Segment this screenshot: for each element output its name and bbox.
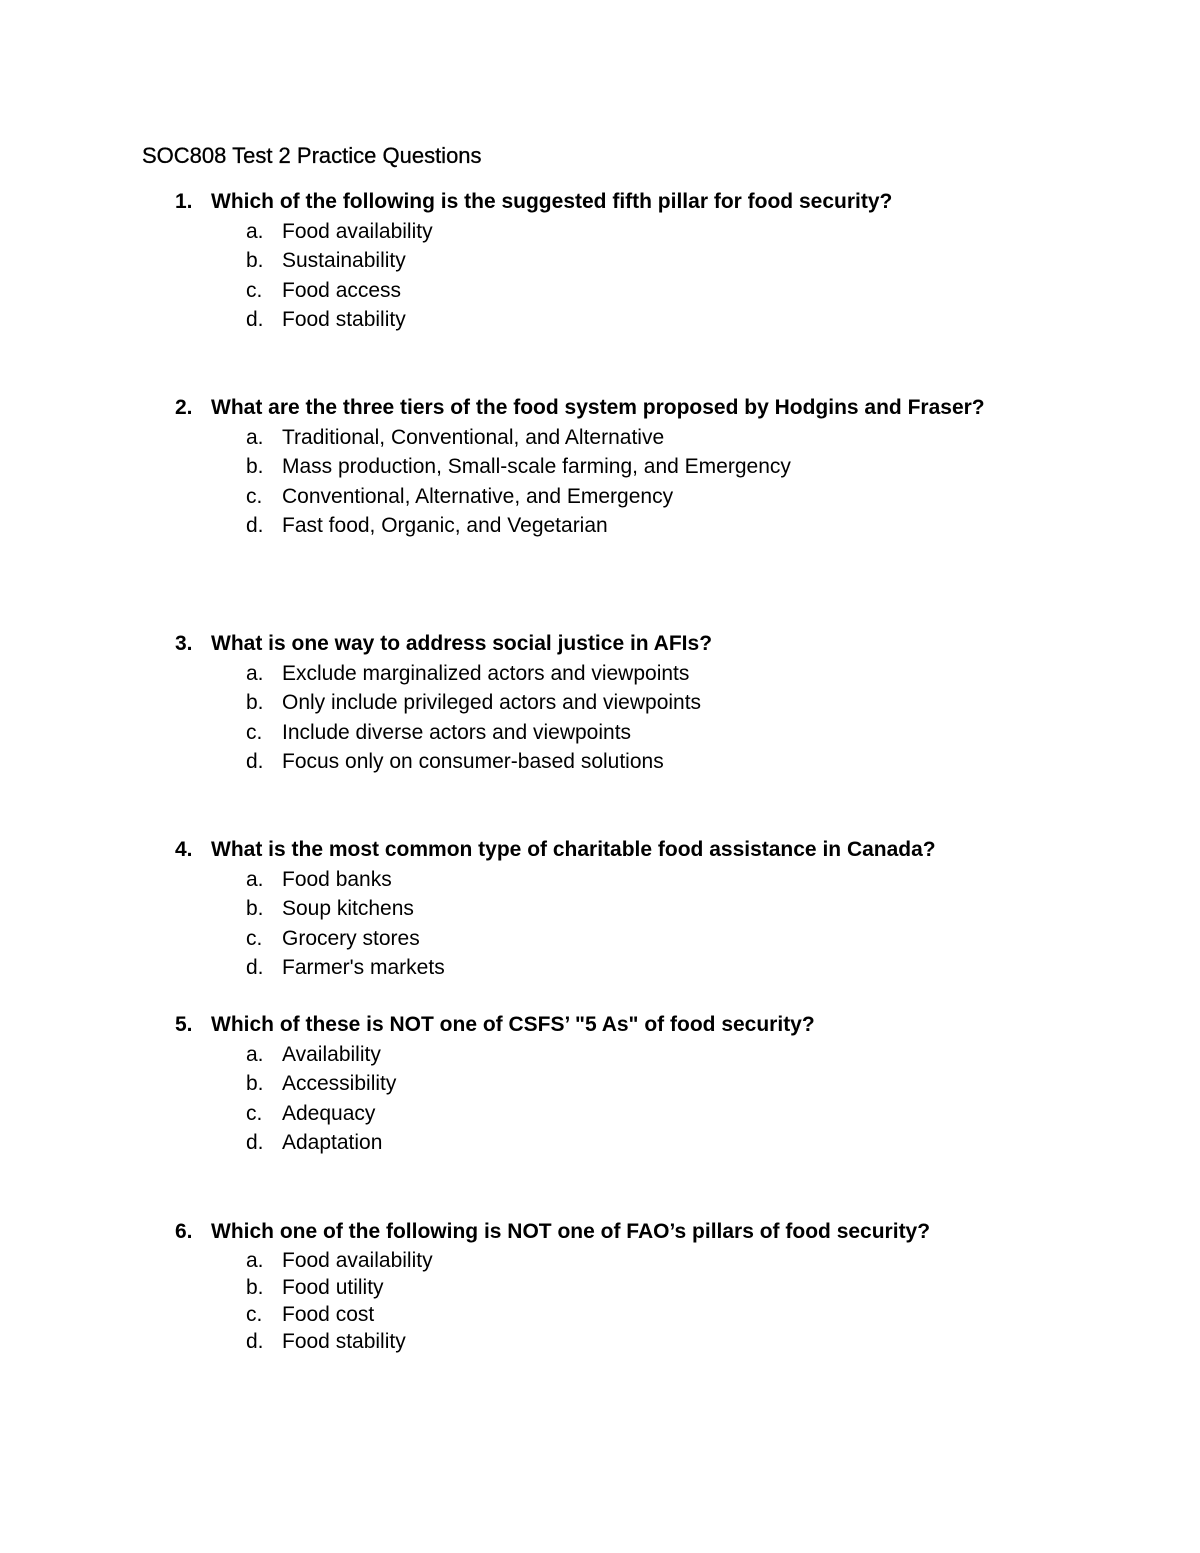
option-letter: d. [246, 514, 264, 537]
answer-option-b [175, 1274, 1075, 1301]
option-text: Mass production, Small-scale farming, and Emergency [282, 455, 791, 478]
answer-options [175, 1040, 1075, 1158]
answer-option-a [175, 1247, 1075, 1274]
option-text: Food cost [282, 1302, 375, 1326]
option-text: Traditional, Conventional, and Alternative [282, 425, 665, 449]
question-text: What is one way to address social justice in AFIs? [211, 632, 713, 655]
option-letter: b. [246, 249, 264, 272]
question-number: 4. [175, 838, 193, 861]
option-letter: a. [246, 425, 264, 449]
option-text: Grocery stores [282, 926, 420, 950]
option-letter: b. [246, 1072, 264, 1095]
option-letter: b. [246, 691, 264, 714]
option-letter: d. [246, 956, 264, 979]
option-text: Food banks [282, 867, 392, 891]
answer-option-b [175, 452, 1075, 482]
option-letter: a. [246, 661, 264, 685]
option-letter: a. [246, 867, 264, 891]
answer-options [175, 217, 1075, 335]
question-stem [175, 835, 1075, 865]
answer-option-d [175, 511, 1075, 541]
question-number: 3. [175, 632, 193, 655]
answer-option-a [175, 865, 1075, 895]
option-letter: b. [246, 455, 264, 478]
answer-options [175, 1247, 1075, 1355]
option-letter: c. [246, 278, 263, 302]
option-letter: c. [246, 720, 263, 744]
answer-options [175, 865, 1075, 983]
option-text: Food utility [282, 1275, 384, 1299]
question-text: What is the most common type of charitable food assistance in Canada? [211, 838, 936, 861]
answer-option-d [175, 1128, 1075, 1158]
option-letter: c. [246, 484, 263, 508]
answer-option-d [175, 953, 1075, 983]
answer-option-a [175, 659, 1075, 689]
question-stem [175, 187, 1075, 217]
option-letter: b. [246, 1275, 264, 1299]
option-letter: a. [246, 1042, 264, 1066]
answer-option-b [175, 1069, 1075, 1099]
question-number: 1. [175, 190, 193, 213]
option-text: Sustainability [282, 249, 406, 272]
option-text: Food availability [282, 219, 433, 243]
option-letter: d. [246, 750, 264, 773]
option-text: Food stability [282, 1329, 406, 1353]
question-text: Which of these is NOT one of CSFS’ "5 As" of food security? [211, 1013, 815, 1036]
option-text: Adequacy [282, 1101, 376, 1125]
option-text: Accessibility [282, 1072, 397, 1095]
answer-option-a [175, 1040, 1075, 1070]
answer-options [175, 423, 1075, 541]
question-6 [175, 1217, 1075, 1355]
answer-option-c [175, 1099, 1075, 1129]
document-title: SOC808 Test 2 Practice Questions [142, 143, 482, 168]
option-letter: d. [246, 308, 264, 331]
option-letter: a. [246, 1248, 264, 1272]
option-letter: b. [246, 897, 264, 920]
option-text: Exclude marginalized actors and viewpoints [282, 661, 690, 685]
question-stem [175, 1217, 1075, 1247]
answer-options [175, 659, 1075, 777]
option-letter: c. [246, 1101, 263, 1125]
question-stem [175, 393, 1075, 423]
option-text: Soup kitchens [282, 897, 414, 920]
option-text: Farmer's markets [282, 956, 445, 979]
answer-option-b [175, 688, 1075, 718]
option-text: Fast food, Organic, and Vegetarian [282, 514, 608, 537]
question-number: 5. [175, 1013, 193, 1036]
answer-option-b [175, 894, 1075, 924]
answer-option-b [175, 246, 1075, 276]
question-number: 6. [175, 1220, 193, 1243]
option-letter: a. [246, 219, 264, 243]
answer-option-c [175, 276, 1075, 306]
option-text: Food stability [282, 308, 406, 331]
answer-option-d [175, 305, 1075, 335]
question-1 [175, 187, 1075, 335]
option-text: Food availability [282, 1248, 433, 1272]
answer-option-a [175, 217, 1075, 247]
question-text: Which one of the following is NOT one of FAO’s pillars of food security? [211, 1220, 931, 1243]
answer-option-a [175, 423, 1075, 453]
option-letter: c. [246, 926, 263, 950]
question-text: What are the three tiers of the food system proposed by Hodgins and Fraser? [211, 396, 985, 419]
option-text: Include diverse actors and viewpoints [282, 720, 632, 744]
option-text: Focus only on consumer-based solutions [282, 750, 664, 773]
question-2 [175, 393, 1075, 541]
question-text: Which of the following is the suggested fifth pillar for food security? [211, 190, 893, 213]
answer-option-d [175, 747, 1075, 777]
option-letter: c. [246, 1302, 263, 1326]
question-stem [175, 1010, 1075, 1040]
question-3 [175, 629, 1075, 777]
answer-option-c [175, 482, 1075, 512]
answer-option-c [175, 1301, 1075, 1328]
option-text: Only include privileged actors and viewpoints [282, 691, 702, 714]
question-5 [175, 1010, 1075, 1158]
option-letter: d. [246, 1131, 264, 1154]
answer-option-c [175, 718, 1075, 748]
option-text: Food access [282, 278, 402, 302]
option-text: Adaptation [282, 1131, 383, 1154]
option-letter: d. [246, 1329, 264, 1353]
answer-option-c [175, 924, 1075, 954]
question-number: 2. [175, 396, 193, 419]
answer-option-d [175, 1328, 1075, 1355]
question-stem [175, 629, 1075, 659]
option-text: Availability [282, 1042, 381, 1066]
question-4 [175, 835, 1075, 983]
option-text: Conventional, Alternative, and Emergency [282, 484, 674, 508]
